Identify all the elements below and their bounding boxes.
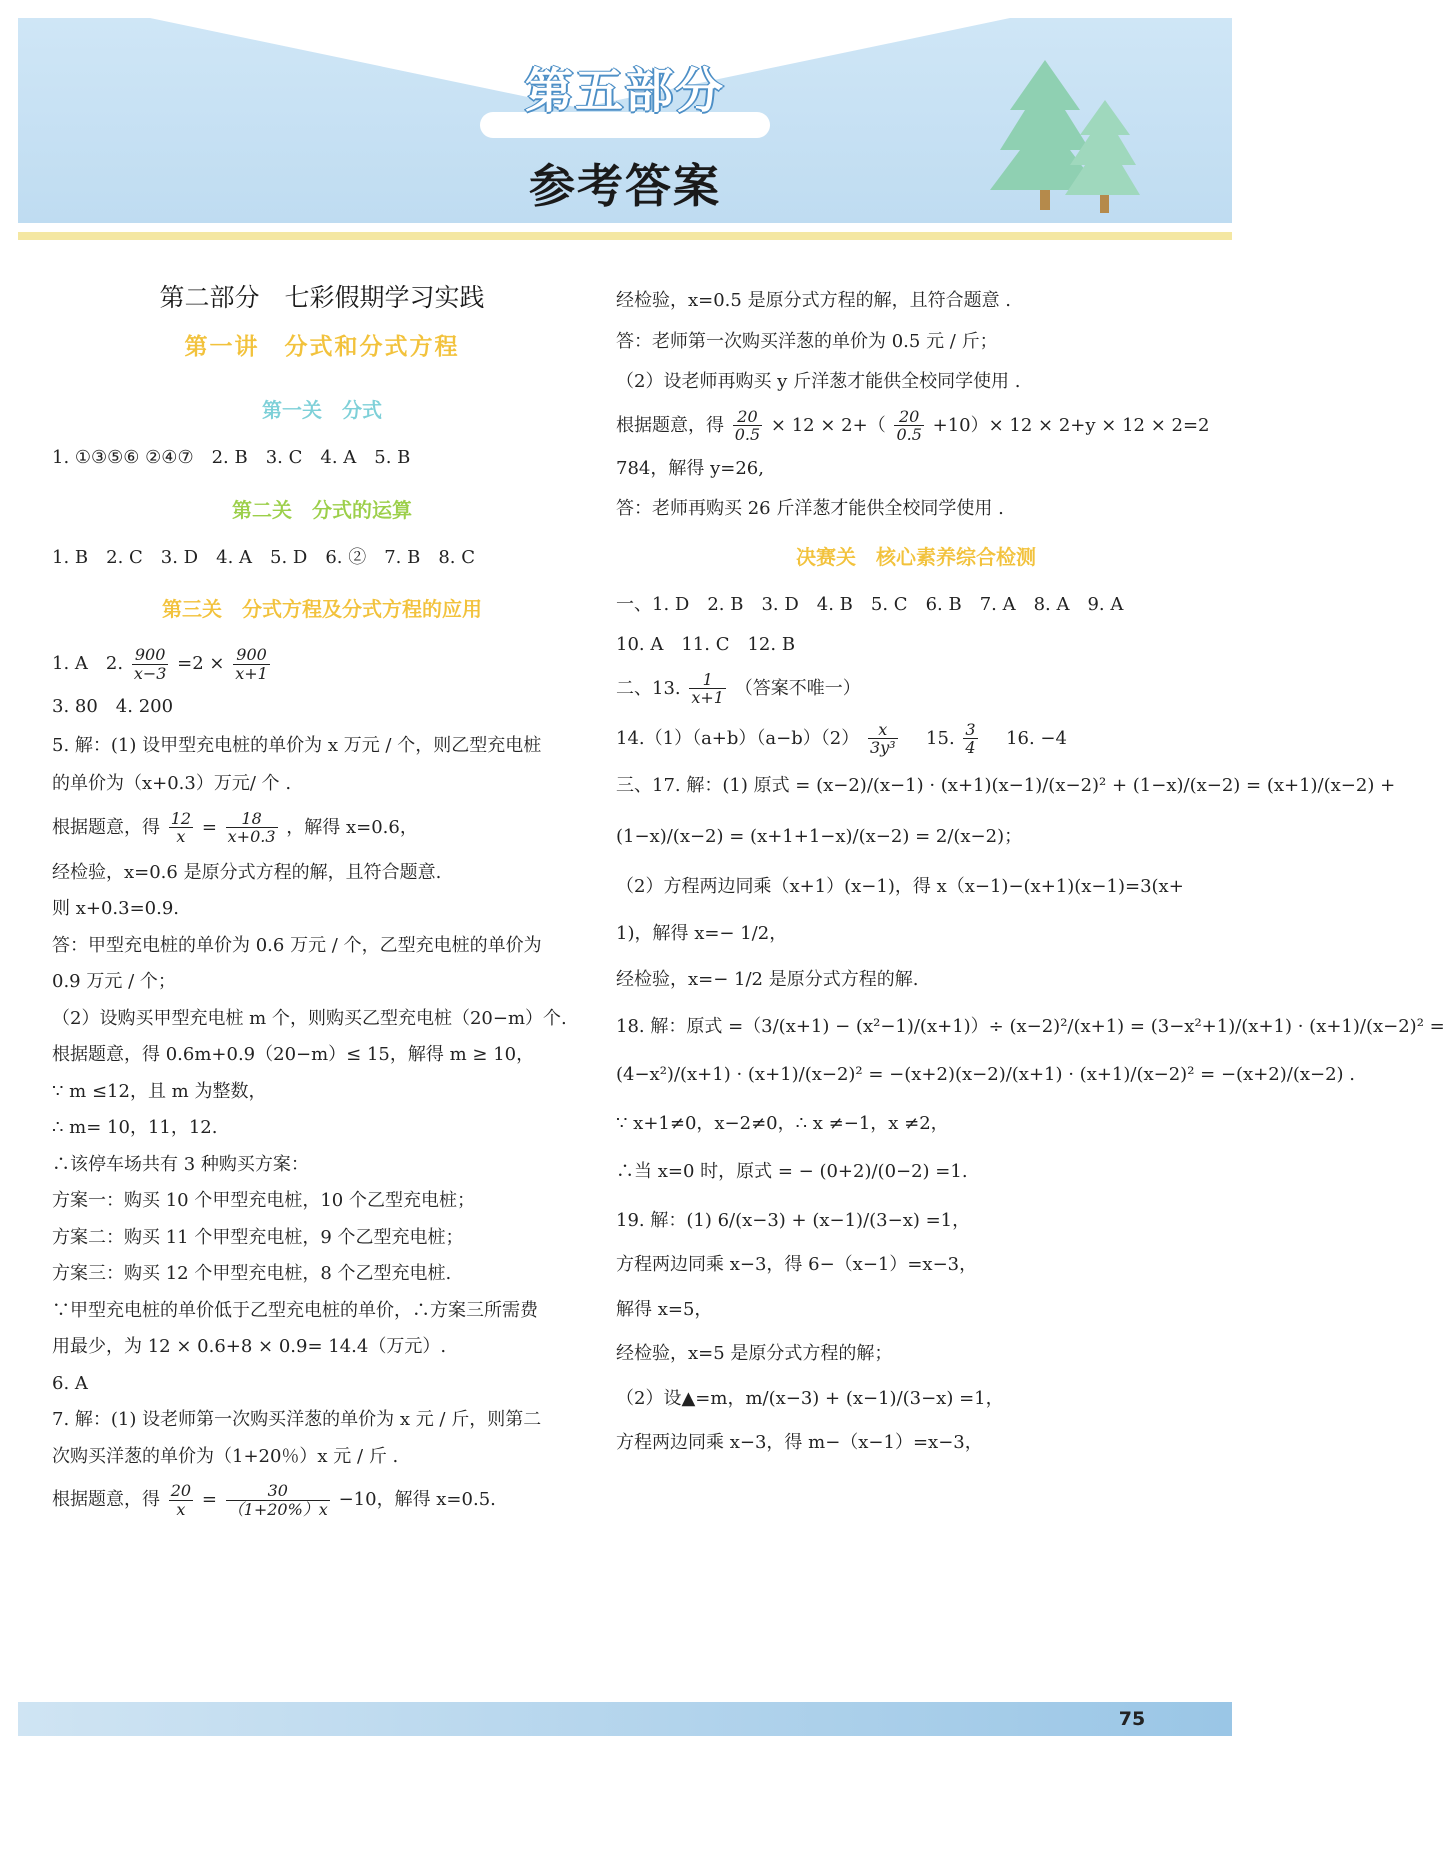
level-2-answers: 1. B 2. C 3. D 4. A 5. D 6. ② 7. B 8. C [52, 546, 476, 568]
left-column [52, 282, 592, 1519]
q1-2-answer: 1. A 2. $\frac{900}{x-3}$ =2 × $\frac{900}{x+1}$ [52, 645, 268, 683]
q5-solution [52, 862, 592, 1469]
mc-answers: 一、1. D 2. B 3. D 4. B 5. C 6. B 7. A 8. A 9. A [616, 593, 1124, 615]
q3-4-answer: 3. 80 4. 200 [52, 696, 174, 718]
answer-line: 784，解得 y=26, [616, 457, 764, 479]
answer-line: （2）设购买甲型充电桩 m 个，则购买乙型充电桩（20−m）个. [52, 1007, 567, 1029]
fraction: $\frac{20}{0.5}$ [734, 406, 761, 445]
fraction: $\frac{3}{4}$ [965, 719, 976, 758]
fraction: $\frac{900}{x-3}$ [133, 645, 167, 683]
answer-line: 答：老师再购买 26 斤洋葱才能供全校同学使用 . [616, 498, 1004, 520]
q17-2-solution [616, 876, 1216, 992]
level-1-answers: 1. ①③⑤⑥ ②④⑦ 2. B 3. C 4. A 5. B [52, 447, 411, 468]
answer-line: 答：甲型充电桩的单价为 0.6 万元 / 个，乙型充电桩的单价为 [52, 934, 542, 956]
q5-line: 5. 解：(1) 设甲型充电桩的单价为 x 万元 / 个，则乙型充电桩 [52, 734, 542, 756]
q13-answer: 二、13. $\frac{1}{x+1}$ （答案不唯一） [616, 669, 861, 708]
answer-line: ∴当 x=0 时，原式 = − (0+2)/(0−2) =1. [616, 1161, 968, 1183]
answer-line: ∵ m ≤12，且 m 为整数， [52, 1080, 267, 1102]
final-level-title: 决赛关 核心素养综合检测 [796, 544, 1036, 569]
fraction: $\frac{30}{(1+20\%)x}$ [227, 1481, 328, 1519]
answer-line: 方案二：购买 11 个甲型充电桩，9 个乙型充电桩； [52, 1226, 464, 1248]
answer-line: 用最少，为 12 × 0.6+8 × 0.9= 14.4（万元）. [52, 1336, 447, 1358]
answer-line: 经检验，x=0.6 是原分式方程的解，且符合题意. [52, 861, 442, 883]
fraction: $\frac{18}{x+0.3}$ [227, 808, 276, 847]
answer-line: 19. 解：(1) 6/(x−3) + (x−1)/(3−x) =1， [616, 1209, 971, 1231]
page-number: 75 [1118, 1708, 1146, 1730]
q7-equation: 根据题意，得 $\frac{20}{x}$ = $\frac{30}{(1+20\%)x}$ −10，解得 x=0.5. [52, 1481, 496, 1519]
q5-equation: 根据题意，得 $\frac{12}{x}$ = $\frac{18}{x+0.3}$ ，解得 x=0.6， [52, 808, 418, 847]
fraction: $\frac{20}{x}$ [170, 1481, 192, 1519]
q5-line: 的单价为（x+0.3）万元/ 个 . [52, 773, 292, 795]
level-2-title: 第二关 分式的运算 [232, 497, 412, 522]
answers-title: 参考答案 [529, 159, 721, 213]
answer-line: 经检验，x=5 是原分式方程的解； [616, 1343, 893, 1365]
answer-line: 则 x+0.3=0.9. [52, 898, 180, 920]
level-3-title: 第三关 分式方程及分式方程的应用 [162, 597, 482, 621]
answer-line: ∴ m= 10，11，12. [52, 1117, 218, 1139]
fraction: $\frac{1}{x+1}$ [691, 669, 724, 708]
answer-line: ∴该停车场共有 3 种购买方案： [52, 1153, 309, 1175]
answer-line: （2）设老师再购买 y 斤洋葱才能供全校同学使用 . [616, 371, 1021, 392]
fraction: $\frac{900}{x+1}$ [235, 645, 268, 683]
fraction: $\frac{x}{\text{3y³}}$ [869, 719, 896, 758]
answer-line: ∵甲型充电桩的单价低于乙型充电桩的单价，∴方案三所需费 [52, 1299, 538, 1321]
answer-line: 方程两边同乘 x−3，得 6−（x−1）=x−3， [616, 1254, 978, 1276]
answer-line: (4−x²)/(x+1) · (x+1)/(x−2)² = −(x+2)(x−2)/(x+1) · (x+1)/(x−2)² = −(x+2)/(x−2) . [616, 1064, 1355, 1086]
q19-solution [616, 1210, 1216, 1455]
part-title: 第五部分 [524, 63, 725, 119]
right-column [616, 290, 1445, 1477]
q17-line: (1−x)/(x−2) = (x+1+1−x)/(x−2) = 2/(x−2)； [616, 825, 1023, 847]
answer-line: 6. A [52, 1372, 88, 1394]
answer-line: （2）方程两边同乘（x+1）(x−1)，得 x（x−1)−(x+1)(x−1)=3(x+ [616, 876, 1184, 898]
answer-line: 1)，解得 x=− 1/2， [616, 922, 788, 944]
answer-line: 经检验，x=− 1/2 是原分式方程的解. [616, 969, 919, 991]
divider-line [18, 232, 1232, 240]
fraction: $\frac{12}{x}$ [170, 808, 192, 847]
answer-line: 经检验，x=0.5 是原分式方程的解，且符合题意 . [616, 290, 1012, 311]
answer-line: 方程两边同乘 x−3，得 m−（x−1）=x−3， [616, 1432, 983, 1454]
fraction: $\frac{20}{0.5}$ [896, 406, 922, 445]
answer-line: 根据题意，得 0.6m+0.9（20−m）≤ 15，解得 m ≥ 10， [52, 1044, 535, 1066]
answer-line: 0.9 万元 / 个； [52, 971, 176, 993]
answer-line: （2）设▲=m，m/(x−3) + (x−1)/(3−x) =1， [616, 1387, 1004, 1409]
footer-bar [18, 1702, 1232, 1736]
q7-2-equation: 根据题意，得 $\frac{20}{0.5}$ × 12 × 2+（ $\frac{20}{0.5}$ +10）× 12 × 2+y × 12 × 2=2 [616, 406, 1210, 445]
level-1-title: 第一关 分式 [262, 398, 382, 422]
answer-line: 18. 解：原式 =（3/(x+1) − (x²−1)/(x+1)）÷ (x−2)²/(x+1) = (3−x²+1)/(x+1) · (x+1)/(x−2)² = [616, 1015, 1445, 1037]
answer-line: 解得 x=5， [616, 1298, 713, 1320]
section-title: 第二部分 七彩假期学习实践 [159, 283, 485, 312]
answer-line: 答：老师第一次购买洋葱的单价为 0.5 元 / 斤； [616, 330, 998, 352]
answer-line: 次购买洋葱的单价为（1+20％）x 元 / 斤 . [52, 1445, 399, 1467]
q18-solution [616, 1015, 1445, 1184]
answer-line: 方案三：购买 12 个甲型充电桩，8 个乙型充电桩. [52, 1263, 452, 1285]
answer-line: 方案一：购买 10 个甲型充电桩，10 个乙型充电桩； [52, 1190, 475, 1212]
trees-icon [990, 55, 1140, 225]
mc-answers: 10. A 11. C 12. B [616, 634, 796, 656]
answer-line: ∵ x+1≠0，x−2≠0，∴ x ≠−1，x ≠2， [616, 1112, 949, 1134]
lecture-title: 第一讲 分式和分式方程 [184, 333, 460, 361]
q17-line: 三、17. 解：(1) 原式 = (x−2)/(x−1) · (x+1)(x−1)/(x−2)² + (1−x)/(x−2) = (x+1)/(x−2) + [616, 775, 1396, 797]
q14-answer: 14.（1）（a+b）（a−b）（2） $\frac{x}{\text{3y³}}$ 15. $\frac{3}{4}$ 16. −4 [616, 719, 1067, 758]
answer-line: 7. 解：(1) 设老师第一次购买洋葱的单价为 x 元 / 斤，则第二 [52, 1409, 542, 1431]
